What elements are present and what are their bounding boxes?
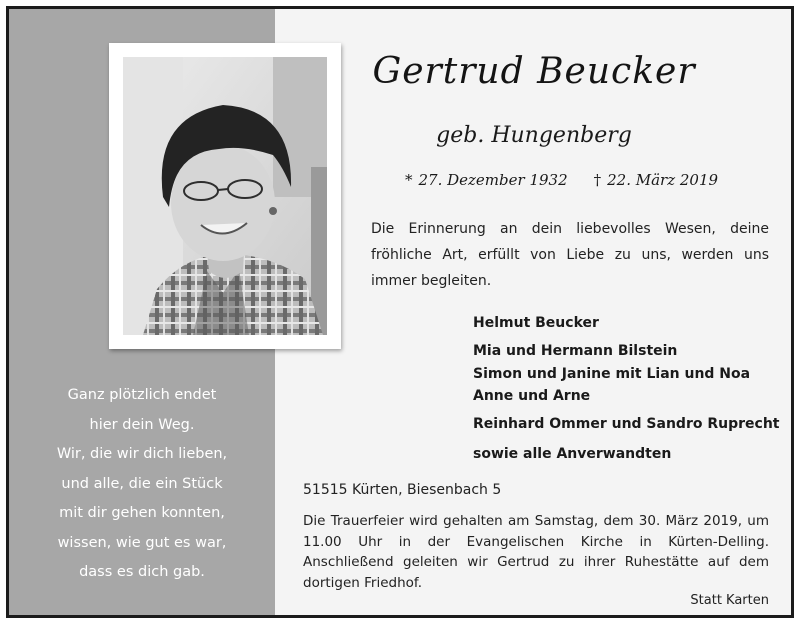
mourner: Simon und Janine mit Lian und Noa xyxy=(473,366,751,382)
mourner: Helmut Beucker xyxy=(473,315,599,331)
poem-line: dass es dich gab. xyxy=(79,564,205,580)
poem-line: hier dein Weg. xyxy=(89,416,195,433)
birth-symbol: * xyxy=(405,171,413,189)
statt-karten: Statt Karten xyxy=(690,593,769,608)
poem-line: mit dir gehen konnten, xyxy=(59,505,225,521)
death-date: 22. März 2019 xyxy=(607,171,719,189)
mourner: sowie alle Anverwandten xyxy=(473,446,672,462)
family-address: 51515 Kürten, Biesenbach 5 xyxy=(303,482,502,498)
poem xyxy=(9,381,275,588)
mourner: Mia und Hermann Bilstein xyxy=(473,343,678,359)
deceased-name: Gertrud Beucker xyxy=(372,51,696,92)
death-symbol: † xyxy=(593,171,602,189)
poem-line: wissen, wie gut es war, xyxy=(57,534,227,551)
life-dates xyxy=(405,171,718,189)
portrait-photo xyxy=(123,57,327,335)
birth-date: 27. Dezember 1932 xyxy=(418,171,568,189)
mourner: Reinhard Ommer und Sandro Ruprecht xyxy=(473,416,780,432)
maiden-name: geb. Hungenberg xyxy=(436,123,632,148)
poem-line: Ganz plötzlich endet xyxy=(67,387,217,403)
funeral-details: Die Trauerfeier wird gehalten am Samstag, dem 30. März 2019, um 11.00 Uhr in der Evangelischen Kirche in Kürten-Delling. Anschließend geleiten wir Gertrud zu ihrer Ruhestätte auf dem dortigen Friedhof. xyxy=(303,513,769,591)
poem-line: und alle, die ein Stück xyxy=(61,475,223,492)
poem-line: Wir, die wir dich lieben, xyxy=(56,446,228,462)
mourner: Anne und Arne xyxy=(473,388,591,404)
memorial-quote: Die Erinnerung an dein liebevolles Wesen, deine fröhliche Art, erfüllt von Liebe zu uns, werden uns immer begleiten. xyxy=(371,221,769,289)
portrait-illustration xyxy=(123,57,327,335)
obituary-notice xyxy=(6,6,794,618)
